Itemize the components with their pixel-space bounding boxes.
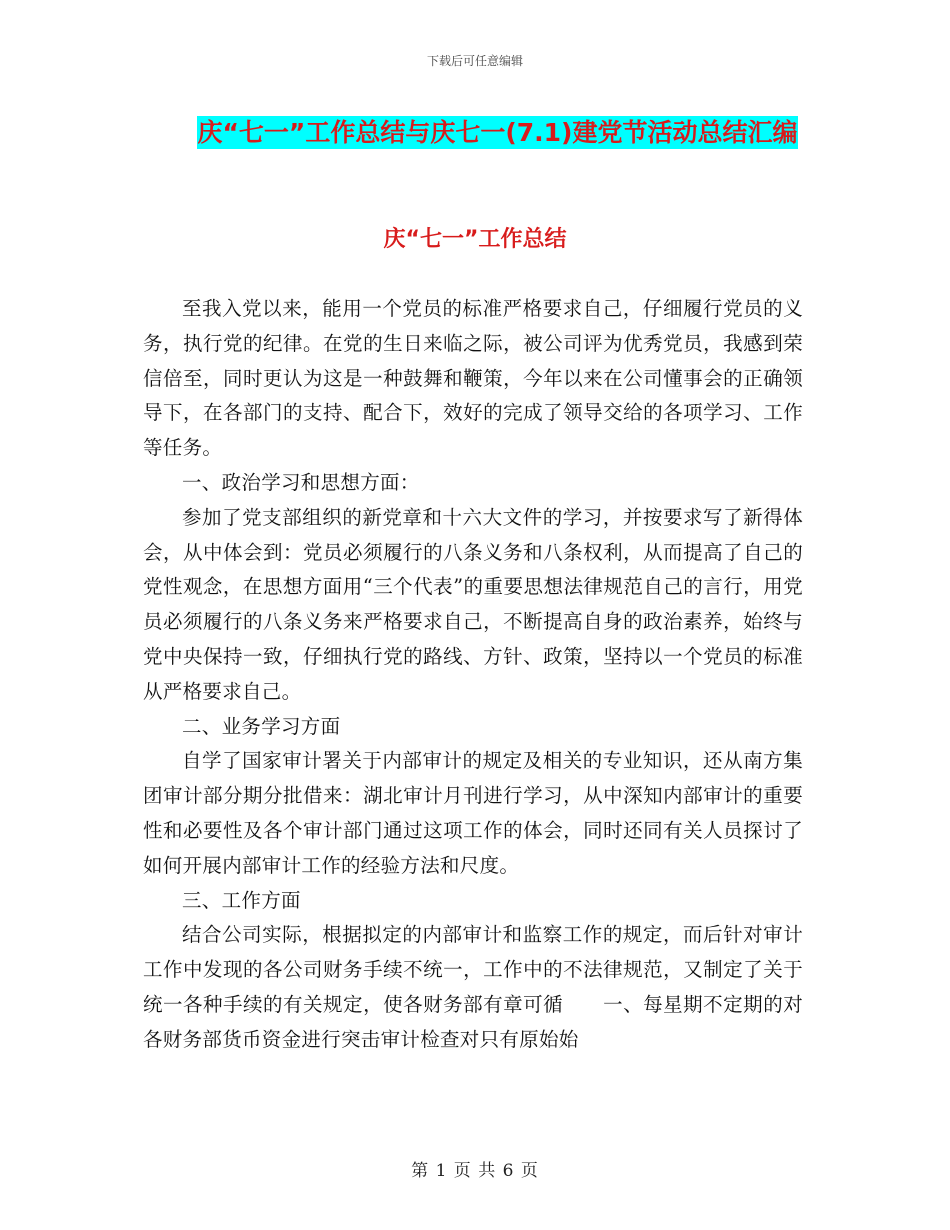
paragraph-intro: 至我入党以来，能用一个党员的标准严格要求自己，仔细履行党员的义务，执行党的纪律。在党的生日来临之际，被公司评为优秀党员，我感到荣信倍至，同时更认为这是一种鼓舞和鞭策，今年以来在公司懂事会的正确领导下，在各部门的支持、配合下，效好的完成了领导交给的各项学习、工作等任务。 [143,297,803,460]
document-title [140,110,855,156]
paragraph-work: 结合公司实际，根据拟定的内部审计和监察工作的规定，而后针对审计工作中发现的各公司财务手续不统一，工作中的不法律规范，又制定了关于统一各种手续的有关规定，使各财务部有章可循 一、每星期不定期的对各财务部货币资金进行突击审计检查对只有原始始 [143,923,803,1051]
paragraph-business-study: 自学了国家审计署关于内部审计的规定及相关的专业知识，还从南方集团审计部分期分批借来：湖北审计月刊进行学习，从中深知内部审计的重要性和必要性及各个审计部门通过这项工作的体会，同时还同有关人员探讨了如何开展内部审计工作的经验方法和尺度。 [143,749,803,877]
header-note: 下载后可任意编辑 [426,54,523,68]
heading-political-study: 一、政治学习和思想方面： [182,470,420,494]
section-title: 庆“七一”工作总结 [383,227,567,252]
heading-work: 三、工作方面 [182,888,301,912]
paragraph-political-study: 参加了党支部组织的新党章和十六大文件的学习，并按要求写了新得体会，从中体会到：党员必须履行的八条义务和八条权利，从而提高了自己的党性观念，在思想方面用“三个代表”的重要思想法律规范自己的言行，用党员必须履行的八条义务来严格要求自己，不断提高自身的政治素养，始终与党中央保持一致，仔细执行党的路线、方针、政策，坚持以一个党员的标准从严格要求自己。 [143,505,803,703]
document-title-text: 庆“七一”工作总结与庆七一(7.1)建党节活动总结汇编 [197,118,798,147]
heading-business-study: 二、业务学习方面 [182,714,341,738]
page-footer: 第 1 页 共 6 页 [411,1161,539,1181]
document-body [143,292,803,1058]
